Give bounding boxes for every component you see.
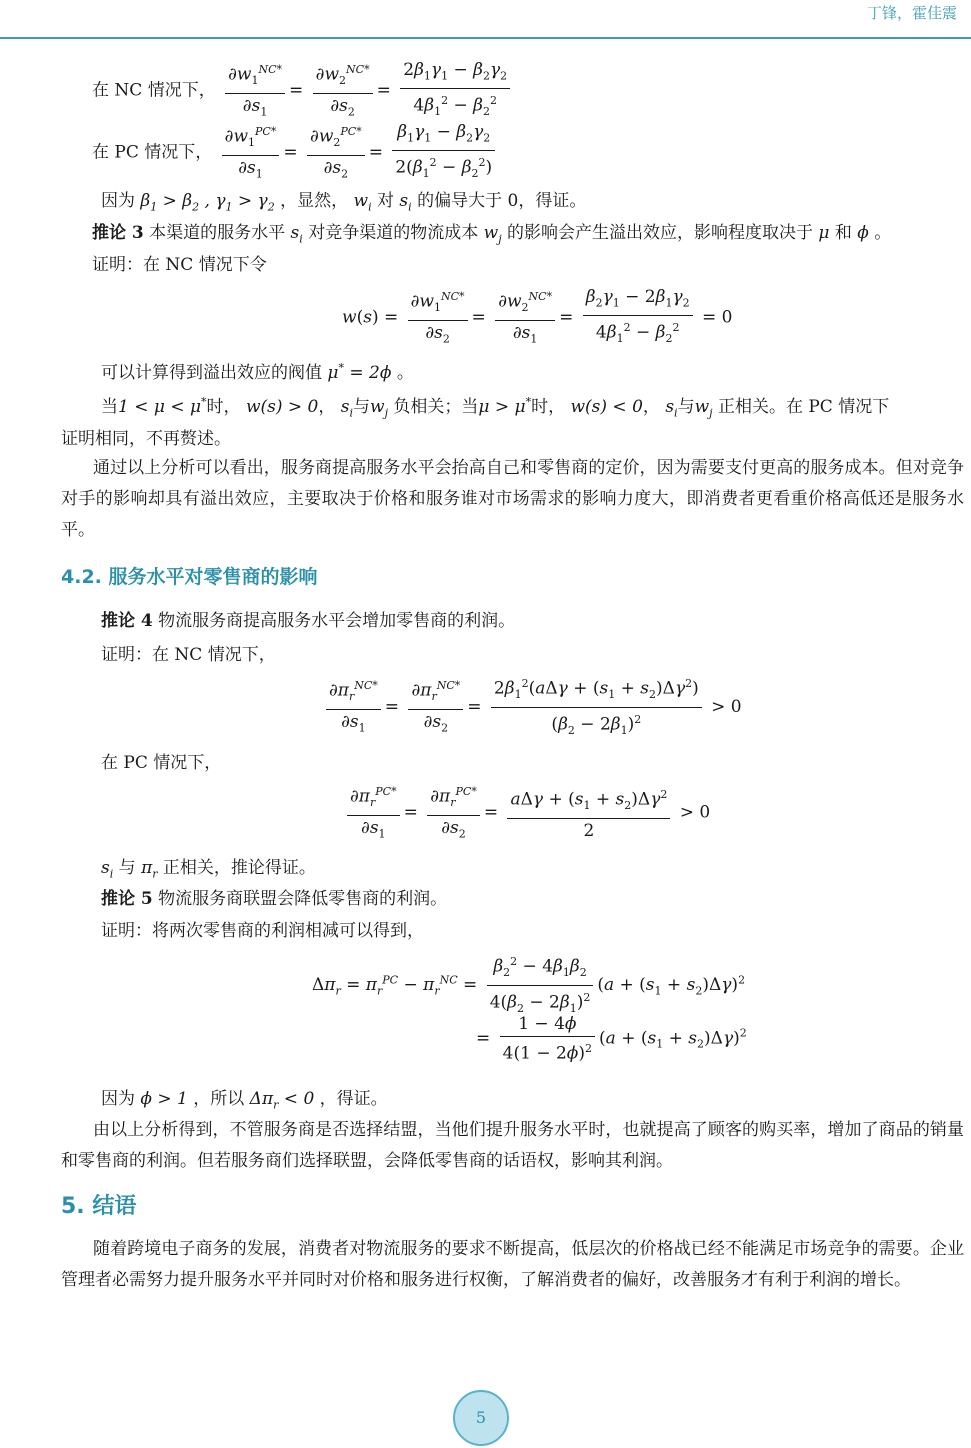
eq-nc-derivative: 在 NC 情况下， $\frac{\partial w_1^{NC*}}{\partial s_1}$ = $\frac{\partial w_2^{NC*}}{\partial s_2}$ = $\frac{2\beta_1\gamma_1 - \beta_2\gamma_2}{4\beta_1^2 - \beta_2^2}$	[92, 58, 514, 124]
si-positive-line: $s_i$ 与 $\pi_r$ 正相关，推论得证。	[101, 858, 316, 881]
eq-retailer-nc: $\frac{\partial\pi_r^{NC*}}{\partial s_1}$ = $\frac{\partial\pi_r^{NC*}}{\partial s_2}$ = $\frac{2\beta_1^2(a\Delta\gamma + (s_1 + s_2)\Delta\gamma^2)}{(\beta_2 - 2\beta_1)^2}$ > 0	[322, 672, 742, 743]
page-number-badge: 5	[453, 1390, 509, 1446]
eq-ws: w(s) = $\frac{\partial w_1^{NC*}}{\partial s_2}$ = $\frac{\partial w_2^{NC*}}{\partial s_1}$ = $\frac{\beta_2\gamma_1 - 2\beta_1\gamma_2}{4\beta_1^2 - \beta_2^2}$ = 0	[342, 287, 733, 346]
because-line-1: 因为 $\beta_1 > \beta_2$ , $\gamma_1 > \gamma_2$ ，显然， $w_i$ 对 $s_i$ 的偏导大于 0，得证。	[101, 191, 587, 214]
corollary-3: 推论 3 本渠道的服务水平 $s_i$ 对竞争渠道的物流成本 $w_j$ 的影响会产生溢出效应，影响程度取决于 μ 和 ϕ 。	[92, 223, 892, 246]
eq-profit-diff-1: $\Delta\pi_r = \pi_r^{PC} - \pi_r^{NC}$ = $\frac{\beta_2^2 - 4\beta_1\beta_2}{4(\beta_2 - 2\beta_1)^2}$ $(a + (s_1 + s_2)\Delta\gamma)^2$	[312, 950, 745, 1021]
header-authors: 丁锋，霍佳震	[866, 4, 957, 22]
proof-5-line: 证明：将两次零售商的利润相减可以得到，	[101, 921, 424, 941]
paragraph-conclusion-analysis: 由以上分析得到，不管服务商是否选择结盟，当他们提升服务水平时，也就提高了顾客的购买率，增加了商品的销量和零售商的利润。但若服务商们选择联盟，会降低零售商的话语权，影响其利润。	[61, 1120, 964, 1171]
eq-retailer-pc: $\frac{\partial\pi_r^{PC*}}{\partial s_1}$ = $\frac{\partial\pi_r^{PC*}}{\partial s_2}$ = $\frac{a\Delta\gamma + (s_1 + s_2)\Delta\gamma^2}{2}$ > 0	[343, 780, 710, 846]
because-line-2: 因为 ϕ > 1 ，所以 $\Delta\pi_r < 0$ ，得证。	[101, 1089, 388, 1112]
proof-nc-line: 证明：在 NC 情况下令	[92, 255, 267, 275]
running-header	[0, 0, 971, 40]
section-5-heading: 5. 结语	[61, 1194, 137, 1219]
header-rule	[0, 37, 971, 39]
proof-4-line: 证明：在 NC 情况下，	[101, 645, 276, 665]
eq-profit-diff-2: = $\frac{1 - 4\phi}{4(1 - 2\phi)^2}$ $(a + (s_1 + s_2)\Delta\gamma)^2$	[476, 1014, 747, 1064]
pc-label-2: 在 PC 情况下，	[101, 753, 222, 773]
section-4-2-heading: 4.2. 服务水平对零售商的影响	[61, 566, 318, 588]
corollary-5: 推论 5 物流服务商联盟会降低零售商的利润。	[101, 889, 448, 909]
threshold-line: 可以计算得到溢出效应的阀值 μ* = 2ϕ 。	[101, 361, 414, 383]
paragraph-analysis: 通过以上分析可以看出，服务商提高服务水平会抬高自己和零售商的定价，因为需要支付更高的服务成本。但对竞争对手的影响却具有溢出效应，主要取决于价格和服务谁对市场需求的影响力度大，即消费者更看重价格高低还是服务水平。	[61, 458, 964, 540]
corollary-4: 推论 4 物流服务商提高服务水平会增加零售商的利润。	[101, 611, 516, 631]
paragraph-closing: 随着跨境电子商务的发展，消费者对物流服务的要求不断提高，低层次的价格战已经不能满足市场竞争的需要。企业管理者必需努力提升服务水平并同时对价格和服务进行权衡，了解消费者的偏好，改善服务才有利于利润的增长。	[61, 1239, 964, 1290]
when-line-cont: 证明相同，不再赘述。	[61, 429, 231, 449]
eq-pc-derivative: 在 PC 情况下， $\frac{\partial w_1^{PC*}}{\partial s_1}$ = $\frac{\partial w_2^{PC*}}{\partial s_2}$ = $\frac{\beta_1\gamma_1 - \beta_2\gamma_2}{2(\beta_1^2 - \beta_2^2)}$	[92, 120, 499, 186]
when-line: 当1 < μ < μ*时， w(s) > 0， $s_i$与$w_j$ 负相关；当μ > μ*时， w(s) < 0， $s_i$与$w_j$ 正相关。在 PC 情况下	[101, 395, 890, 420]
